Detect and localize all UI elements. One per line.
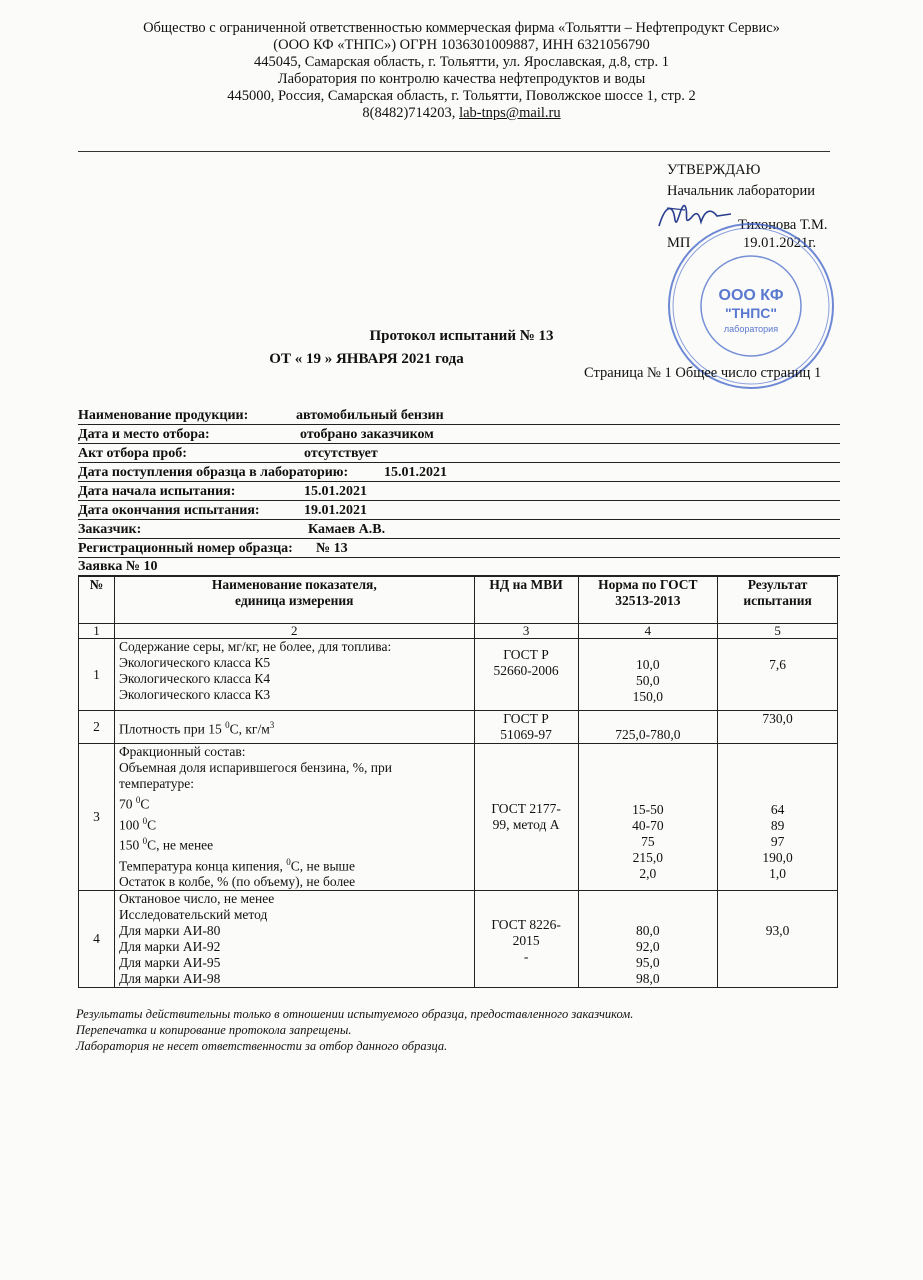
page-count: Страница № 1 Общее число страниц 1 xyxy=(584,365,822,381)
header-result: Результат испытания xyxy=(718,577,838,624)
header-name: Наименование показателя, единица измерения xyxy=(114,577,474,624)
info-label: Наименование продукции: xyxy=(78,408,249,423)
approver-name: Тихонова Т.М. xyxy=(738,217,828,233)
info-row xyxy=(78,503,840,520)
header-line: Общество с ограниченной ответственностью коммерческая фирма «Тольятти – Нефтепродукт Сервис» xyxy=(143,20,780,36)
row-name: Октановое число, не менее Исследовательский метод Для марки АИ-80 Для марки АИ-92 Для марки АИ-95 Для марки АИ-98 xyxy=(114,891,474,988)
protocol-date: ОТ « 19 » ЯНВАРЯ 2021 года xyxy=(269,351,464,367)
phone: 8(8482)714203, xyxy=(362,105,460,121)
info-label: Дата окончания испытания: xyxy=(78,503,260,518)
header-line: (ООО КФ «ТНПС») ОГРН 1036301009887, ИНН 6321056790 xyxy=(273,37,650,53)
table-row xyxy=(79,639,838,711)
table-row xyxy=(79,744,838,891)
footer-line: Результаты действительны только в отношении испытуемого образца, предоставленного заказчиком. xyxy=(76,1007,634,1021)
table-header xyxy=(79,577,838,624)
row-no: 2 xyxy=(79,711,115,744)
info-label: Регистрационный номер образца: xyxy=(78,541,293,556)
info-label: Дата и место отбора: xyxy=(78,427,210,442)
row-method: ГОСТ 2177- 99, метод А xyxy=(474,744,578,891)
info-row xyxy=(78,484,840,501)
org-header xyxy=(0,20,923,122)
row-result: 730,0 xyxy=(718,711,838,744)
header-method: НД на МВИ xyxy=(474,577,578,624)
col-number: 2 xyxy=(114,624,474,639)
info-value: Камаев А.В. xyxy=(308,522,386,537)
info-value: № 13 xyxy=(316,541,348,556)
footer-line: Лаборатория не несет ответственности за отбор данного образца. xyxy=(76,1039,448,1053)
header-contacts xyxy=(0,105,923,122)
header-line: 445045, Самарская область, г. Тольятти, ул. Ярославская, д.8, стр. 1 xyxy=(253,54,670,70)
row-norm: 15-50 40-70 75 215,0 2,0 xyxy=(578,744,718,891)
info-row xyxy=(78,559,840,576)
stamp-text: "ТНПС" xyxy=(724,305,778,321)
info-row xyxy=(78,446,840,463)
row-result: 93,0 xyxy=(718,891,838,988)
column-numbers xyxy=(79,624,838,639)
info-value: отобрано заказчиком xyxy=(300,427,434,442)
row-method: ГОСТ Р 51069-97 xyxy=(474,711,578,744)
approval-date: 19.01.2021г. xyxy=(743,235,817,251)
row-norm: 80,0 92,0 95,0 98,0 xyxy=(578,891,718,988)
info-label: Заказчик: xyxy=(78,522,142,537)
row-result: 64 89 97 190,0 1,0 xyxy=(718,744,838,891)
row-result: 7,6 xyxy=(718,639,838,711)
row-method: ГОСТ 8226- 2015 - xyxy=(474,891,578,988)
footer-line: Перепечатка и копирование протокола запрещены. xyxy=(76,1023,352,1037)
results-table xyxy=(78,576,838,988)
table-row xyxy=(79,711,838,744)
col-number: 1 xyxy=(79,624,115,639)
row-norm: 10,0 50,0 150,0 xyxy=(578,639,718,711)
row-norm: 725,0-780,0 xyxy=(578,711,718,744)
header-divider xyxy=(78,151,830,152)
info-value: 19.01.2021 xyxy=(304,503,367,518)
info-value: отсутствует xyxy=(304,446,378,461)
info-row xyxy=(78,522,840,539)
stamp-text: лаборатория xyxy=(723,324,779,334)
info-value: 15.01.2021 xyxy=(384,465,447,480)
info-row xyxy=(78,408,840,425)
info-value: 15.01.2021 xyxy=(304,484,367,499)
header-line: 445000, Россия, Самарская область, г. Тольятти, Поволжское шоссе 1, стр. 2 xyxy=(227,88,696,104)
row-name: Содержание серы, мг/кг, не более, для топлива: Экологического класса К5 Экологического класса К4 Экологического класса К3 xyxy=(114,639,474,711)
mp-label: МП xyxy=(667,235,691,251)
info-label: Заявка № 10 xyxy=(78,559,158,574)
stamp-text: ООО КФ xyxy=(718,287,784,304)
footer-notes xyxy=(76,1006,633,1054)
table-row xyxy=(79,891,838,988)
row-name: Фракционный состав: Объемная доля испарившегося бензина, %, при температуре: 70 $^0$С 100 $^0$С 150 $^0$С, не менее Температура конца кипения, $^0$С, не выше Остаток в колбе, % (по объему), не более xyxy=(114,744,474,891)
row-no: 1 xyxy=(79,639,115,711)
header-no: № xyxy=(79,577,115,624)
approval-position: Начальник лаборатории xyxy=(667,183,815,199)
approval-title: УТВЕРЖДАЮ xyxy=(667,162,761,178)
col-number: 3 xyxy=(474,624,578,639)
info-value: автомобильный бензин xyxy=(296,408,444,423)
header-line: Лаборатория по контролю качества нефтепродуктов и воды xyxy=(277,71,646,87)
header-norm: Норма по ГОСТ 32513-2013 xyxy=(578,577,718,624)
email-link[interactable]: lab-tnps@mail.ru xyxy=(459,105,561,121)
info-label: Акт отбора проб: xyxy=(78,446,187,461)
row-method: ГОСТ Р 52660-2006 xyxy=(474,639,578,711)
info-row xyxy=(78,427,840,444)
col-number: 5 xyxy=(718,624,838,639)
protocol-title: Протокол испытаний № 13 xyxy=(369,328,554,344)
info-label: Дата начала испытания: xyxy=(78,484,236,499)
col-number: 4 xyxy=(578,624,718,639)
info-row xyxy=(78,465,840,482)
info-row xyxy=(78,541,840,558)
info-label: Дата поступления образца в лабораторию: xyxy=(78,465,349,480)
row-no: 4 xyxy=(79,891,115,988)
row-name: Плотность при 15 $^0$С, $кг/м^3$ xyxy=(114,711,474,744)
row-no: 3 xyxy=(79,744,115,891)
